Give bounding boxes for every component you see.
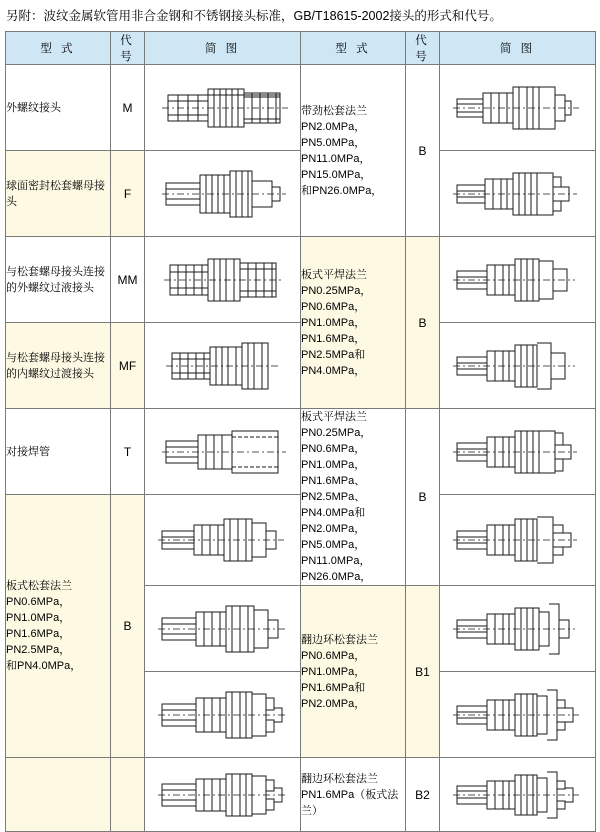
figure-cell <box>145 586 301 672</box>
figure-cell <box>440 151 596 237</box>
figure-cell <box>440 237 596 323</box>
plate-flat-weld-flange-2-drawing <box>443 411 593 493</box>
table-row <box>6 65 596 151</box>
lap-joint-flange-2-drawing <box>443 760 593 830</box>
figure-cell <box>440 323 596 409</box>
header-figure-right: 简 图 <box>440 32 596 65</box>
plate-loose-flange-drawing-4 <box>148 760 298 830</box>
table-row <box>6 758 596 832</box>
type-cell: 外螺纹接头 <box>6 65 111 151</box>
plate-loose-flange-drawing-2 <box>148 588 298 670</box>
plate-flat-weld-flange-2-drawing-b <box>443 499 593 581</box>
code-cell: M <box>111 65 145 151</box>
page-caption: 另附：波纹金属软管用非合金钢和不锈钢接头标准，GB/T18615-2002接头的形式和代号。 <box>6 9 502 23</box>
figure-cell <box>440 65 596 151</box>
lap-joint-flange-drawing-2 <box>443 674 593 756</box>
table-row <box>6 409 596 495</box>
ribbed-loose-flange-drawing-2 <box>443 153 593 235</box>
lap-joint-flange-drawing <box>443 588 593 670</box>
figure-cell <box>145 151 301 237</box>
header-code-left: 代 号 <box>111 32 145 65</box>
header-code-right: 代 号 <box>406 32 440 65</box>
code-cell <box>111 758 145 832</box>
code-cell: B2 <box>406 758 440 832</box>
code-cell: MF <box>111 323 145 409</box>
type-cell: 板式平焊法兰 PN0.25MPa，PN0.6MPa， PN1.0MPa，PN1.6MPa， PN2.5MPa和PN4.0MPa， <box>301 237 406 409</box>
male-thread-transition-drawing <box>148 239 298 321</box>
type-cell: 翻边环松套法兰 PN1.6MPa（板式法兰） <box>301 758 406 832</box>
plate-loose-flange-drawing <box>148 499 298 581</box>
type-cell <box>6 758 111 832</box>
plate-flat-weld-flange-drawing <box>443 239 593 321</box>
figure-cell <box>440 672 596 758</box>
code-cell: B <box>406 237 440 409</box>
plate-flat-weld-flange-drawing-2 <box>443 325 593 407</box>
figure-cell <box>145 323 301 409</box>
code-cell: MM <box>111 237 145 323</box>
table-row <box>6 237 596 323</box>
figure-cell <box>440 758 596 832</box>
ribbed-loose-flange-drawing <box>443 67 593 149</box>
code-cell: B1 <box>406 586 440 758</box>
header-type-left: 型 式 <box>6 32 111 65</box>
code-cell: T <box>111 409 145 495</box>
code-cell: B <box>111 495 145 758</box>
code-cell: F <box>111 151 145 237</box>
type-cell: 与松套螺母接头连接的内螺纹过渡接头 <box>6 323 111 409</box>
figure-cell <box>145 65 301 151</box>
type-cell: 带劲松套法兰 PN2.0MPa，PN5.0MPa， PN11.0MPa，PN15.0MPa， 和PN26.0MPa， <box>301 65 406 237</box>
figure-cell <box>145 495 301 586</box>
female-thread-transition-drawing <box>148 325 298 407</box>
butt-weld-pipe-drawing <box>148 411 298 493</box>
figure-cell <box>440 409 596 495</box>
type-cell: 翻边环松套法兰 PN0.6MPa，PN1.0MPa， PN1.6MPa和PN2.0MPa， <box>301 586 406 758</box>
type-cell: 对接焊管 <box>6 409 111 495</box>
type-cell: 板式平焊法兰 PN0.25MPa，PN0.6MPa， PN1.0MPa，PN1.6MPa、 PN2.5MPa、PN4.0MPa和 PN2.0MPa，PN5.0MPa， PN11.0MPa，PN26.0MPa， <box>301 409 406 586</box>
type-cell: 板式松套法兰 PN0.6MPa，PN1.0MPa， PN1.6MPa，PN2.5MPa， 和PN4.0MPa， <box>6 495 111 758</box>
figure-cell <box>440 586 596 672</box>
figure-cell <box>440 495 596 586</box>
figure-cell <box>145 672 301 758</box>
code-cell: B <box>406 65 440 237</box>
type-cell: 与松套螺母接头连接的外螺纹过液接头 <box>6 237 111 323</box>
table-header-row <box>6 32 596 65</box>
fittings-table <box>5 31 596 832</box>
figure-cell <box>145 758 301 832</box>
header-figure-left: 简 图 <box>145 32 301 65</box>
figure-cell <box>145 237 301 323</box>
code-cell: B <box>406 409 440 586</box>
figure-cell <box>145 409 301 495</box>
header-type-right: 型 式 <box>301 32 406 65</box>
type-cell: 球面密封松套螺母接头 <box>6 151 111 237</box>
spherical-seal-union-nut-drawing <box>148 153 298 235</box>
male-thread-fitting-drawing <box>148 67 298 149</box>
plate-loose-flange-drawing-3 <box>148 674 298 756</box>
